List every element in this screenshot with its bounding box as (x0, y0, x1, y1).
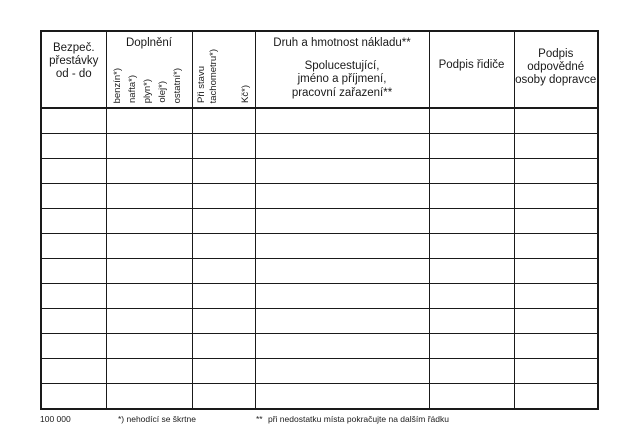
footnote-double-marker: ** (256, 414, 263, 424)
carrier-line: odpovědné (527, 61, 585, 74)
refuel-item-olej: olej*) (156, 81, 168, 103)
passenger-line: Spolucestující, (304, 60, 380, 73)
entry-cell-break[interactable] (41, 259, 106, 284)
table-row (41, 384, 598, 410)
table-row (41, 209, 598, 234)
entry-cell-refuel[interactable] (106, 234, 192, 259)
table-row (41, 359, 598, 384)
entry-cell-break[interactable] (41, 159, 106, 184)
entry-cell-refuel[interactable] (106, 259, 192, 284)
entry-cell-carrier-signature[interactable] (514, 209, 598, 234)
entry-cell-driver-signature[interactable] (429, 209, 514, 234)
entry-cell-break[interactable] (41, 284, 106, 309)
carrier-line: Podpis (538, 48, 574, 60)
entry-cell-refuel[interactable] (106, 384, 192, 410)
header-cargo (255, 31, 429, 108)
entry-cell-driver-signature[interactable] (429, 234, 514, 259)
entry-cell-refuel[interactable] (106, 184, 192, 209)
entry-cell-odometer[interactable] (192, 134, 255, 159)
entry-cell-cargo[interactable] (255, 184, 429, 209)
entry-cell-refuel[interactable] (106, 108, 192, 134)
entry-cell-cargo[interactable] (255, 234, 429, 259)
entry-cell-odometer[interactable] (192, 284, 255, 309)
entry-cell-cargo[interactable] (255, 284, 429, 309)
entry-cell-cargo[interactable] (255, 209, 429, 234)
entry-cell-driver-signature[interactable] (429, 108, 514, 134)
passenger-line: pracovní zařazení** (291, 86, 393, 99)
footnote-single: *) nehodící se škrtne (118, 414, 196, 424)
entry-cell-odometer[interactable] (192, 108, 255, 134)
table-row (41, 334, 598, 359)
entry-cell-carrier-signature[interactable] (514, 184, 598, 209)
driver-signature-label: Podpis řidiče (438, 59, 505, 71)
odometer-line: tachometru*) (207, 48, 219, 103)
entry-cell-break[interactable] (41, 108, 106, 134)
refuel-title: Doplnění (125, 37, 173, 49)
table-row (41, 284, 598, 309)
logbook-form-table (40, 30, 599, 410)
entry-cell-carrier-signature[interactable] (514, 334, 598, 359)
refuel-item-benzin: benzín*) (111, 67, 123, 103)
entry-cell-break[interactable] (41, 209, 106, 234)
form-number: 100 000 (40, 414, 71, 424)
entry-cell-cargo[interactable] (255, 159, 429, 184)
refuel-item-plyn: plyn*) (141, 78, 153, 103)
refuel-item-nafta: nafta*) (126, 75, 138, 103)
entry-cell-refuel[interactable] (106, 134, 192, 159)
entry-cell-carrier-signature[interactable] (514, 284, 598, 309)
entry-cell-carrier-signature[interactable] (514, 384, 598, 410)
entry-cell-driver-signature[interactable] (429, 384, 514, 410)
entry-cell-break[interactable] (41, 359, 106, 384)
entry-cell-carrier-signature[interactable] (514, 259, 598, 284)
entry-cell-refuel[interactable] (106, 359, 192, 384)
entry-cell-carrier-signature[interactable] (514, 159, 598, 184)
entry-cell-odometer[interactable] (192, 234, 255, 259)
entry-cell-cargo[interactable] (255, 309, 429, 334)
break-line: přestávky (49, 55, 99, 68)
header-carrier-signature (514, 31, 598, 108)
header-driver-signature (429, 31, 514, 108)
entry-cell-break[interactable] (41, 384, 106, 410)
break-line: Bezpeč. (52, 42, 95, 54)
cargo-title: Druh a hmotnost nákladu** (273, 37, 411, 49)
entry-cell-driver-signature[interactable] (429, 259, 514, 284)
entry-cell-cargo[interactable] (255, 334, 429, 359)
entry-cell-odometer[interactable] (192, 309, 255, 334)
entry-cell-carrier-signature[interactable] (514, 134, 598, 159)
table-row (41, 108, 598, 134)
entry-cell-odometer[interactable] (192, 384, 255, 410)
entry-cell-odometer[interactable] (192, 209, 255, 234)
entry-cell-carrier-signature[interactable] (514, 108, 598, 134)
entry-cell-carrier-signature[interactable] (514, 309, 598, 334)
carrier-line: osoby dopravce (515, 74, 597, 87)
header-odometer (192, 31, 255, 108)
entry-cell-driver-signature[interactable] (429, 134, 514, 159)
entry-cell-cargo[interactable] (255, 384, 429, 410)
entry-cell-carrier-signature[interactable] (514, 234, 598, 259)
cost-label: Kč*) (239, 85, 251, 103)
entry-cell-carrier-signature[interactable] (514, 359, 598, 384)
entry-cell-break[interactable] (41, 309, 106, 334)
table-row (41, 259, 598, 284)
header-break (41, 31, 106, 108)
entry-cell-driver-signature[interactable] (429, 284, 514, 309)
table-row (41, 134, 598, 159)
entry-cell-cargo[interactable] (255, 359, 429, 384)
table-row (41, 234, 598, 259)
entry-cell-cargo[interactable] (255, 259, 429, 284)
table-row (41, 184, 598, 209)
header-refuel (106, 31, 192, 108)
entry-cell-refuel[interactable] (106, 209, 192, 234)
entry-cell-break[interactable] (41, 234, 106, 259)
refuel-item-ostatni: ostatní*) (171, 67, 183, 103)
entry-cell-break[interactable] (41, 134, 106, 159)
break-line: od - do (55, 68, 92, 81)
entry-cell-break[interactable] (41, 184, 106, 209)
entry-cell-cargo[interactable] (255, 108, 429, 134)
entry-cell-driver-signature[interactable] (429, 184, 514, 209)
passenger-line: jméno a příjmení, (297, 73, 387, 86)
odometer-line: Při stavu (195, 66, 207, 103)
table-row (41, 159, 598, 184)
entry-cell-driver-signature[interactable] (429, 159, 514, 184)
entry-cell-driver-signature[interactable] (429, 334, 514, 359)
footnote-double-text: při nedostatku místa pokračujte na dalším řádku (268, 414, 449, 424)
entry-cell-break[interactable] (41, 334, 106, 359)
entry-cell-refuel[interactable] (106, 309, 192, 334)
entry-cell-cargo[interactable] (255, 134, 429, 159)
entry-cell-refuel[interactable] (106, 284, 192, 309)
entry-cell-refuel[interactable] (106, 334, 192, 359)
header-row (41, 31, 598, 108)
table-row (41, 309, 598, 334)
entry-cell-odometer[interactable] (192, 184, 255, 209)
entry-cell-driver-signature[interactable] (429, 309, 514, 334)
entry-cell-odometer[interactable] (192, 159, 255, 184)
entry-cell-odometer[interactable] (192, 259, 255, 284)
entry-cell-driver-signature[interactable] (429, 359, 514, 384)
entry-cell-odometer[interactable] (192, 359, 255, 384)
entry-cell-refuel[interactable] (106, 159, 192, 184)
entry-cell-odometer[interactable] (192, 334, 255, 359)
